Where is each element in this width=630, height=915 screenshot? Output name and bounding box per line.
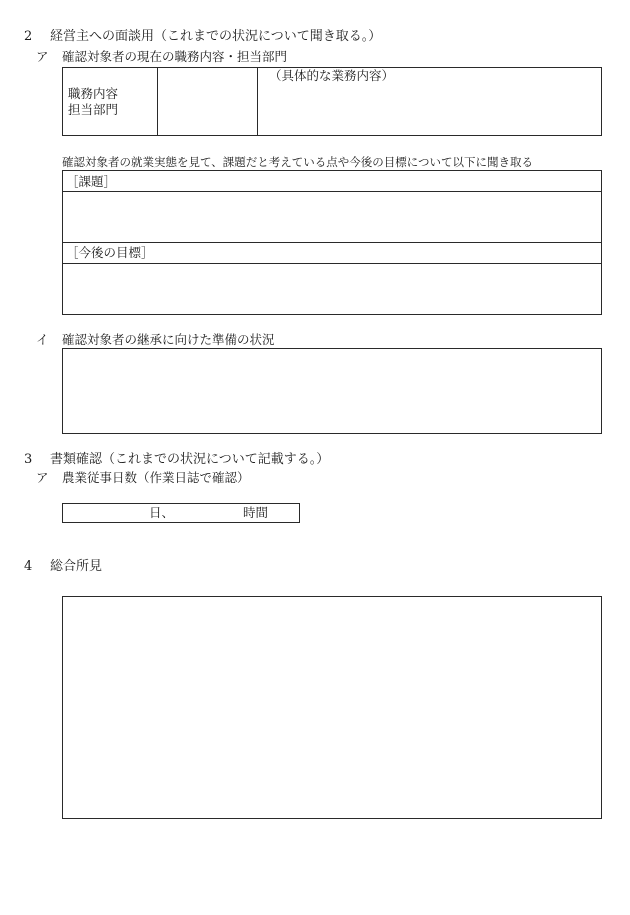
job-duties-input-cell[interactable] [159,69,255,134]
farming-days-title: 農業従事日数（作業日誌で確認） [62,470,250,485]
item-a-title: 確認対象者の現在の職務内容・担当部門 [62,49,288,64]
table-divider [157,68,158,135]
row-divider [63,191,601,192]
item-i-marker: イ [36,332,49,347]
overall-findings-input-box[interactable] [62,596,602,819]
days-unit-label: 日、 [149,505,175,520]
job-duties-table [62,67,602,136]
section-2-title: 経営主への面談用（これまでの状況について聞き取る。） [50,29,382,44]
issues-label: ［課題］ [66,174,117,189]
succession-preparation-input-box[interactable] [62,348,602,434]
issues-input-area[interactable] [64,193,600,241]
goals-label: ［今後の目標］ [66,245,154,260]
farming-days-field[interactable] [62,503,300,523]
section-4-number: 4 [24,559,33,574]
hours-unit-label: 時間 [243,505,269,520]
interview-lead-text: 確認対象者の就業実態を見て、課題だと考えている点や今後の目標について以下に聞き取る [62,155,534,169]
item-a-marker: ア [36,49,49,64]
section-4-title: 総合所見 [50,559,103,574]
table-divider [257,68,258,135]
department-label: 担当部門 [68,102,119,117]
row-divider [63,263,601,264]
specific-duties-input-cell[interactable] [259,84,601,134]
section-2-number: 2 [24,29,33,44]
issues-goals-table [62,170,602,315]
section-3-item-a-marker: ア [36,470,49,485]
item-i-title: 確認対象者の継承に向けた準備の状況 [62,332,275,347]
job-duties-label: 職務内容 [68,86,119,101]
row-divider [63,242,601,243]
section-3-number: 3 [24,452,33,467]
goals-input-area[interactable] [64,265,600,313]
specific-duties-header: （具体的な業務内容） [269,68,395,83]
section-3-title: 書類確認（これまでの状況について記載する。） [50,452,330,467]
